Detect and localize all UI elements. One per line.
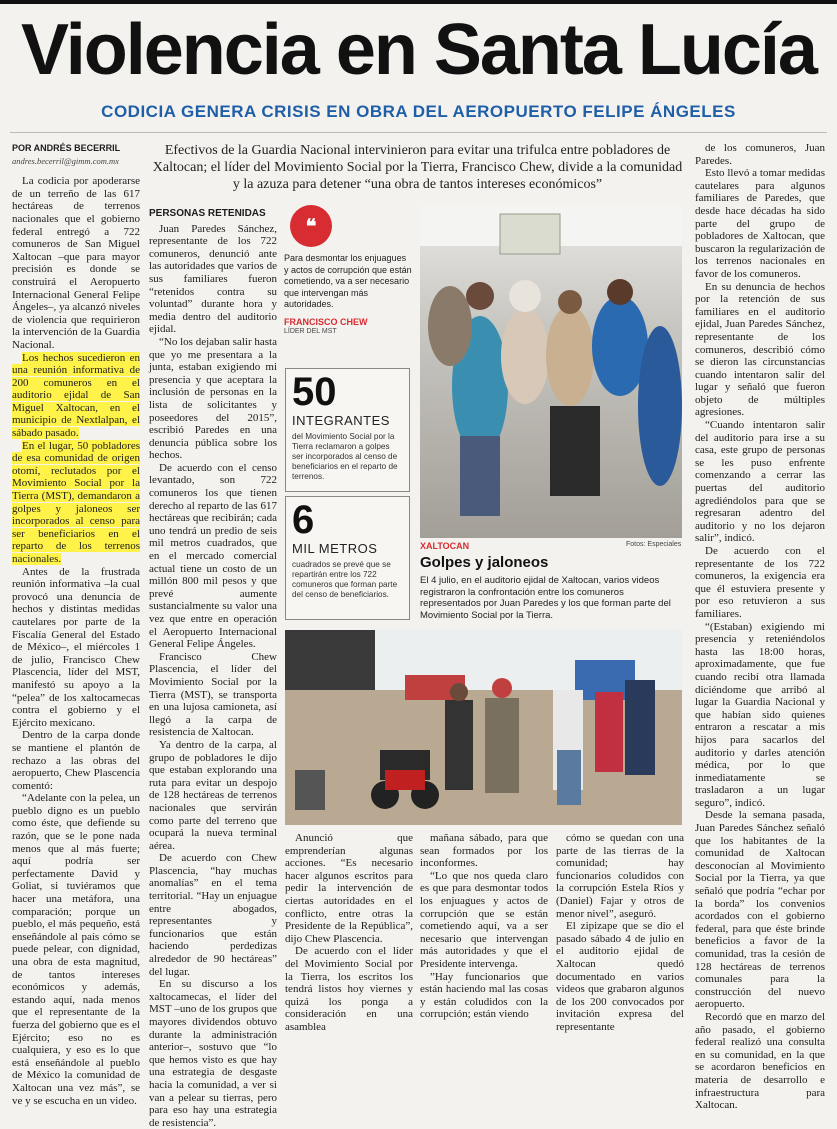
quote-author-role: LÍDER DEL MST — [284, 327, 337, 335]
quote-icon: ❝ — [290, 205, 332, 247]
author-email[interactable]: andres.becerril@gimm.com.mx — [12, 155, 119, 166]
caption-title: Golpes y jaloneos — [420, 554, 549, 571]
article-column-1 — [12, 142, 140, 1107]
paragraph: cómo se quedan con una parte de las tierras de la comunidad; hay funcionarios coludidos con la corrupción Estela Ríos y (Daniel) Fajar y otros de menor nivel”, aseguró. — [556, 832, 684, 920]
paragraph: Recordó que en marzo del año pasado, el gobierno federal realizó una consulta en su comunidad, en la que se acordaron beneficios en materia de desarrollo e infraestructura para Xaltocan. — [695, 1010, 825, 1112]
stat-number: 50 — [292, 370, 337, 414]
section-label: PERSONAS RETENIDAS — [149, 208, 266, 219]
paragraph-highlighted: En el lugar, 50 pobladores de esa comunidad de origen otomí, reclutados por el Movimiento Social por la Tierra (MST), demandaron a golpes y jaloneos ser incorporados al censo para ser beneficiarios en el reparto de los terrenos nacionales. — [12, 439, 140, 565]
article-column-3 — [285, 832, 413, 1033]
pull-quote — [284, 205, 412, 360]
stat-box — [285, 496, 410, 620]
paragraph: De acuerdo con el censo levantado, son 722 comuneros los que tienen derecho al reparto de las 617 hectáreas que recibirán; cada uno tendrá un predio de seis mil metros cuadrados, que en el mercado comercial actual tiene un costo de un millón 800 mil pesos y que prevé aumente sustancialmente su valor una vez que entre en operación el Aeropuerto Internacional General Felipe Ángeles. — [149, 461, 277, 651]
paragraph: El zipizape que se dio el pasado sábado 4 de julio en el auditorio ejidal de Xaltocan quedó documentado en varios videos que grabaron algunos de los 200 convocados por invitación expresa del representante — [556, 920, 684, 1033]
paragraph: Dentro de la carpa donde se mantiene el plantón de rechazo a las obras del aeropuerto, Chew Plascencia comentó: — [12, 729, 140, 792]
paragraph: De acuerdo con Chew Plascencia, “hay muchas anomalías” en el tema territorial. “Hay un enjuague entre abogados, representantes y funcionarios que están haciendo perdedizas alrededor de 90 hectáreas” del lugar. — [149, 852, 277, 978]
stat-number: 6 — [292, 498, 315, 542]
divider — [10, 132, 827, 133]
paragraph: La codicia por apoderarse de un terreño de las 617 hectáreas de terrenos nacionales que el gobierno federal entregó a 722 comuneros de San Miguel Xaltocan –que para mayor precisión es donde se construirá el Aeropuerto Internacional General Felipe Ángeles–, ya alcanzó niveles de violencia que requirieron la intervención de la Guardia Nacional. — [12, 175, 140, 351]
lead-paragraph: Efectivos de la Guardia Nacional intervinieron para evitar una trifulca entre pobladores de Xaltocan; el líder del Movimiento Social por la Tierra, Francisco Chew, divide a la comunidad y la azuza para detener “una obra de tantos intereses económicos” — [152, 143, 683, 192]
stat-unit: INTEGRANTES — [292, 413, 390, 428]
stat-box — [285, 368, 410, 492]
subheadline: CODICIA GENERA CRISIS EN OBRA DEL AEROPUERTO FELIPE ÁNGELES — [101, 102, 736, 121]
paragraph-highlighted: Los hechos sucedieron en una reunión informativa de 200 comuneros en el auditorio ejidal de San Miguel Xaltocan, en el municipio de Nextlalpan, el sábado pasado. — [12, 351, 140, 440]
paragraph: Ya dentro de la carpa, al grupo de pobladores le dijo que estaban explorando una ruta para evitar un despojo de 128 hectáreas de terrenos nacionales que servirán como parte del terreno que ocupará la nueva terminal aérea. — [149, 738, 277, 852]
byline: POR ANDRÉS BECERRIL — [12, 143, 121, 153]
paragraph: En su discurso a los xaltocamecas, el líder del MST –uno de los grupos que mayores dividendos obtuvo durante la administración anterior–, sostuvo que “lo que hemos visto es que hay una estrategia de desgaste hacia la comunidad, a ver si van a pelear su tierras, pero para eso hay una estrategia de resistencia”. — [149, 978, 277, 1129]
paragraph: Desde la semana pasada, Juan Paredes Sánchez señaló que los habitantes de la comunidad de Xaltocan desconocían al Movimiento Social por la Tierra, ya que señaló que podría “echar por la borda” los convenios acordados con el gobierno federal, para que éste brinde beneficios a favor de la comunidad, tras la cesión de 128 hectáreas de terrenos comunales para la construcción del nuevo aeropuerto. — [695, 809, 825, 1011]
stat-description: del Movimiento Social por la Tierra reclamaron a golpes ser incorporados al censo de beneficiarios en el reparto de terrenos. — [292, 432, 398, 481]
photo-crowd-auditorium — [420, 206, 682, 538]
paragraph: Antes de la frustrada reunión informativa –la cual provocó una denuncia de hechos y distintas medidas cautelares por parte de la Fiscalía General del Estado de México–, el miércoles 1 de julio, Francisco Chew Plascencia, líder del MST, manifestó su apoyo a la “pelea” de los xaltocamecas contra el gobierno y el Ejército mexicano. — [12, 565, 140, 729]
top-rule — [0, 0, 837, 4]
paragraph: En su denuncia de hechos por la retención de sus familiares en el auditorio ejidal, Juan Paredes Sánchez, representante de los comuneros, describió cómo se dieron las circunstancias cuando intentaron salir del lugar y señaló que fueron objeto de múltiples agresiones. — [695, 280, 825, 419]
article-column-2 — [149, 208, 277, 1129]
paragraph: Juan Paredes Sánchez, representante de los 722 comuneros, denunció ante las autoridades que varios de sus familiares fueron “retenidos contra su voluntad” durante hora y media dentro del auditorio ejidal. — [149, 222, 277, 336]
caption-kicker: XALTOCAN — [420, 541, 470, 551]
caption-text: El 4 julio, en el auditorio ejidal de Xaltocan, varios videos registraron la confrontación entre los comuneros representados por Juan Paredes y los que forman parte del Movimiento Social por la Tierra. — [420, 575, 671, 621]
paragraph: Esto llevó a tomar medidas cautelares para algunos familiares de Paredes, que desde hace décadas ha sido parte del grupo de pobladores de Xaltocan, que buscaron la regularización de los terrenos nacionales en favor de los comuneros. — [695, 167, 825, 280]
paragraph: De acuerdo con el líder del Movimiento Social por la Tierra, los escritos los tendrá listos hoy viernes y quizá los ponga a consideración en una asamblea — [285, 945, 413, 1033]
paragraph: ”Hay funcionarios que están haciendo mal las cosas y están coludidos con la corrupción; están viendo — [420, 970, 548, 1021]
paragraph: de los comuneros, Juan Paredes. — [695, 142, 825, 167]
article-column-4 — [420, 832, 548, 1022]
article-column-6 — [695, 142, 825, 1112]
photo-outdoor-confrontation — [285, 630, 682, 825]
paragraph: Francisco Chew Plascencia, el líder del Movimiento Social por la Tierra (MST), se transporta en una lujosa camioneta, así llegó a la carpa de resistencia de Xaltocan. — [149, 650, 277, 739]
quote-text: Para desmontar los enjuagues y actos de corrupción que están cometiendo, va a ser necesario que intervengan más autoridades. — [284, 253, 412, 309]
quote-author: FRANCISCO CHEW — [284, 316, 368, 327]
paragraph: “Lo que nos queda claro es que para desmontar todos los enjuagues y actos de corrupción que se están cometiendo aquí, va a ser necesario que intervengan más autoridades y que el Presidente intervenga. — [420, 869, 548, 970]
paragraph: “(Estaban) exigiendo mi presencia y reteniéndolos hasta las 18:00 horas, aproximadamente, que fue cuando recibí otra llamada diciéndome que arribó al lugar la Guardia Nacional y que habían sido quienes entraron a rescatar a mis hijos para sacarlos del auditorio y darles atención médica, por lo que inmediatamente se trasladaron a un lugar seguro”, indicó. — [695, 620, 825, 809]
headline: Violencia en Santa Lucía — [21, 10, 816, 90]
paragraph: mañana sábado, para que sean formados por los inconformes. — [420, 832, 548, 870]
stat-unit: MIL METROS — [292, 541, 378, 556]
stat-description: cuadrados se prevé que se repartirán entre los 722 comuneros que forman parte del censo de beneficiarios. — [292, 560, 398, 599]
photo-credit: Fotos: Especiales — [626, 541, 682, 548]
paragraph: “Cuando intentaron salir del auditorio para irse a su casa, este grupo de personas se les puso enfrente comenzando a cerrar las puertas del auditorio agrediéndolos para que se regresaran adentro del auditorio y no los dejaron salir”, indicó. — [695, 419, 825, 545]
paragraph: Anunció que emprenderían algunas acciones. “Es necesario hacer algunos escritos para pedir la intervención de ciertas autoridades en el conflicto, entre otras la Presidente de la República”, dijo Chew Plascencia. — [285, 832, 413, 945]
photo-outdoor-confrontation-image — [285, 630, 682, 825]
photo-crowd-auditorium-image — [420, 206, 682, 538]
paragraph: De acuerdo con el representante de los 722 comuneros, la exigencia era que él estuviera presente y por eso retuvieron a sus familiares. — [695, 545, 825, 620]
paragraph: “Adelante con la pelea, un pueblo digno es un pueblo como éste, que defiende su razón, que se le pone nada menos que al más fuerte; aquí podría ser perfectamente David y Goliat, si tuviéramos que hacer una metáfora, una comparación; porque un pueblo, el más pequeño, está enseñándole al país cómo se puede pelear, con dignidad, una obra de esta magnitud, de tantos intereses económicos y además, estando aquí, nada menos que el representante de la fuerza del gobierno que es el Ejército; eso no es cualquiera, y eso es lo que está enseñándole al pueblo de México la comunidad de Xaltocan una vez más”, se ve y se escucha en un video. — [12, 792, 140, 1107]
paragraph: “No los dejaban salir hasta que yo me presentara a la junta, estaban exigiendo mi presencia y que aceptara la inclusión de personas en la lista de solicitantes y poseedores del 2015”, escribió Paredes en una denuncia pública sobre los hechos. — [149, 335, 277, 462]
article-column-5 — [556, 832, 684, 1033]
